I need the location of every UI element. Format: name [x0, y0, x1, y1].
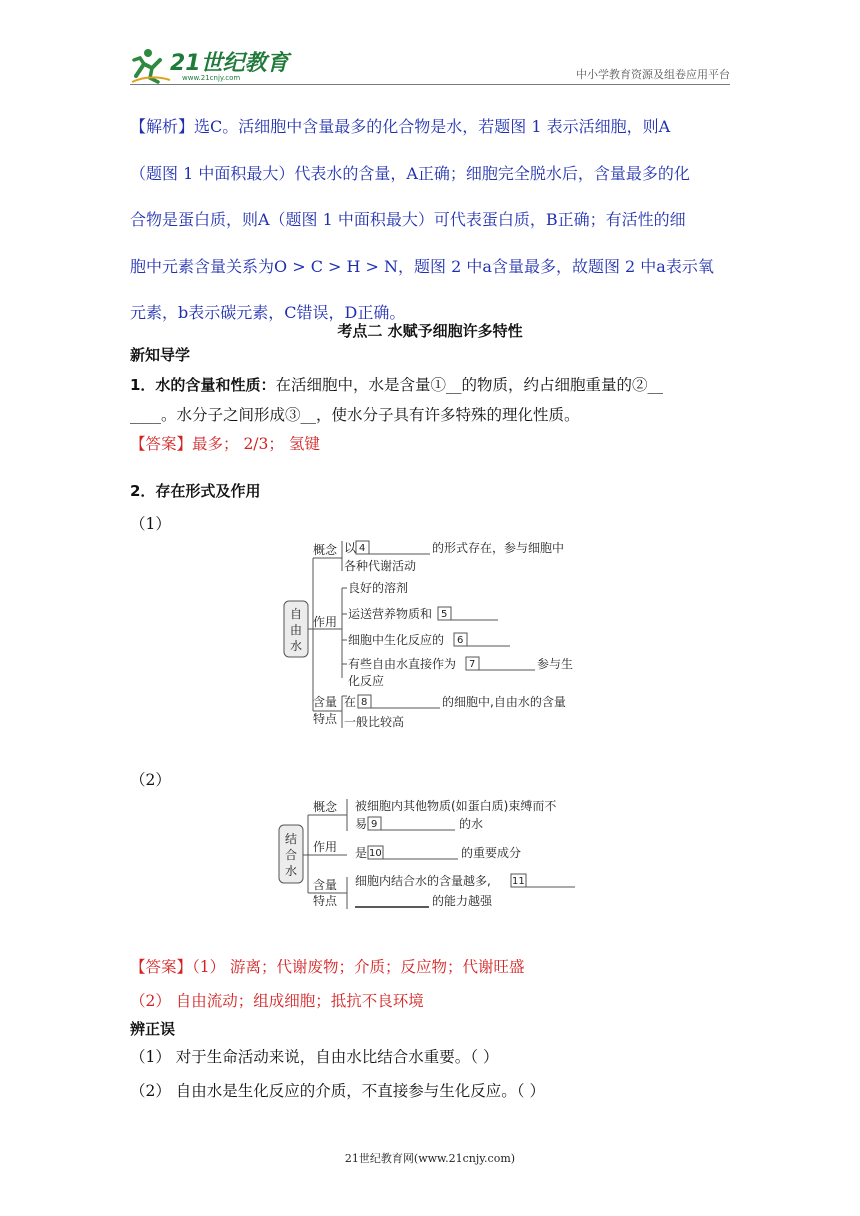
runner-icon	[132, 49, 170, 82]
svg-text:在: 在	[344, 695, 357, 709]
bound-water-diagram	[275, 795, 590, 915]
svg-text:运送营养物质和: 运送营养物质和	[348, 607, 433, 621]
svg-text:的水: 的水	[459, 817, 484, 831]
svg-text:特点: 特点	[313, 712, 338, 726]
item-1-line-2: ____。水分子之间形成③__，使水分子具有许多特殊的理化性质。	[130, 406, 580, 424]
analysis-line-5: 元素，b表示碳元素，C错误，D正确。	[130, 303, 406, 322]
concept-label-2: 概念	[313, 800, 338, 814]
site-logo	[130, 46, 289, 86]
svg-text:8: 8	[361, 697, 368, 708]
header-divider	[130, 84, 730, 85]
analysis-line-4: 胞中元素含量关系为O > C > H > N，题图 2 中a含量最多，故题图 2 中a表示氧	[130, 256, 714, 276]
svg-text:化反应: 化反应	[348, 674, 385, 688]
svg-text:特点: 特点	[313, 894, 338, 908]
answer-2-line-1: （1） 游离；代谢废物；介质；反应物；代谢旺盛	[192, 958, 525, 976]
svg-text:6: 6	[457, 635, 464, 646]
svg-text:由: 由	[290, 623, 303, 637]
diagram-2-index: （2）	[130, 771, 171, 789]
svg-text:细胞内结合水的含量越多,: 细胞内结合水的含量越多,	[355, 874, 491, 888]
svg-text:结: 结	[285, 832, 298, 846]
free-water-diagram	[280, 536, 590, 736]
analysis-line-2: （题图 1 中面积最大）代表水的含量，A正确；细胞完全脱水后，含量最多的化	[130, 163, 690, 183]
svg-text:自: 自	[290, 607, 303, 621]
answer-1	[130, 432, 320, 454]
logo-url: www.21cnjy.com	[182, 74, 241, 82]
svg-text:的重要成分: 的重要成分	[461, 846, 522, 860]
logo-text: 21世纪教育	[170, 51, 289, 76]
answer-1-text: 最多； 2/3； 氢键	[192, 435, 320, 453]
judge-list	[130, 1040, 545, 1108]
svg-text:合: 合	[285, 848, 298, 862]
analysis-label: 【解析】	[130, 117, 195, 136]
platform-name: 中小学教育资源及组卷应用平台	[576, 68, 730, 81]
svg-text:水: 水	[290, 639, 303, 653]
answer-2	[130, 950, 525, 1018]
svg-text:的能力越强: 的能力越强	[432, 894, 493, 908]
analysis-line-1: 【解析】选C。活细胞中含量最多的化合物是水，若题图 1 表示活细胞，则A	[130, 117, 671, 136]
svg-text:含量: 含量	[313, 695, 338, 709]
svg-text:被细胞内其他物质(如蛋白质)束缚而不: 被细胞内其他物质(如蛋白质)束缚而不	[355, 799, 557, 813]
item-2-title: 2．存在形式及作用	[130, 482, 261, 500]
role-label-2: 作用	[313, 840, 338, 854]
xinzhi-heading: 新知导学	[130, 346, 191, 364]
svg-text:易: 易	[355, 817, 368, 831]
svg-text:各种代谢活动: 各种代谢活动	[344, 559, 417, 573]
svg-text:5: 5	[441, 609, 448, 620]
answer-2-line-2: （2） 自由流动；组成细胞；抵抗不良环境	[130, 992, 424, 1010]
svg-text:9: 9	[371, 819, 378, 830]
svg-text:以: 以	[344, 541, 357, 555]
answer-2-label: 【答案】	[130, 958, 193, 976]
judge-item-2: （2） 自由水是生化反应的介质，不直接参与生化反应。（ ）	[130, 1082, 545, 1100]
role-label: 作用	[313, 615, 338, 629]
item-1	[130, 370, 740, 430]
svg-text:含量: 含量	[313, 878, 338, 892]
svg-text:细胞中生化反应的: 细胞中生化反应的	[348, 633, 445, 647]
analysis-line-3: 合物是蛋白质，则A（题图 1 中面积最大）可代表蛋白质，B正确；有活性的细	[130, 210, 686, 229]
section-title: 考点二 水赋予细胞许多特性	[337, 322, 523, 340]
svg-text:10: 10	[369, 848, 382, 859]
answer-1-label: 【答案】	[130, 435, 193, 453]
svg-text:的形式存在，参与细胞中: 的形式存在，参与细胞中	[432, 541, 565, 555]
svg-text:11: 11	[512, 876, 525, 887]
svg-text:7: 7	[469, 659, 476, 670]
bianzheng-heading: 辨正误	[130, 1020, 176, 1038]
page-footer: 21世纪教育网(www.21cnjy.com)	[344, 1152, 516, 1165]
svg-text:参与生: 参与生	[537, 657, 574, 671]
svg-text:的细胞中,自由水的含量: 的细胞中,自由水的含量	[442, 695, 566, 709]
svg-text:一般比较高: 一般比较高	[344, 715, 405, 729]
svg-text:良好的溶剂: 良好的溶剂	[348, 581, 409, 595]
judge-item-1: （1） 对于生命活动来说，自由水比结合水重要。（ ）	[130, 1048, 499, 1066]
item-1-line-1: 在活细胞中，水是含量①__的物质，约占细胞重量的②__	[275, 376, 663, 394]
analysis-block	[130, 104, 730, 337]
concept-label: 概念	[313, 543, 338, 557]
svg-text:水: 水	[285, 864, 298, 878]
diagram-1-index: （1）	[130, 515, 171, 533]
svg-text:是: 是	[355, 846, 368, 860]
svg-text:有些自由水直接作为: 有些自由水直接作为	[348, 657, 457, 671]
item-1-title: 1．水的含量和性质：	[130, 376, 276, 394]
svg-text:4: 4	[359, 543, 366, 554]
